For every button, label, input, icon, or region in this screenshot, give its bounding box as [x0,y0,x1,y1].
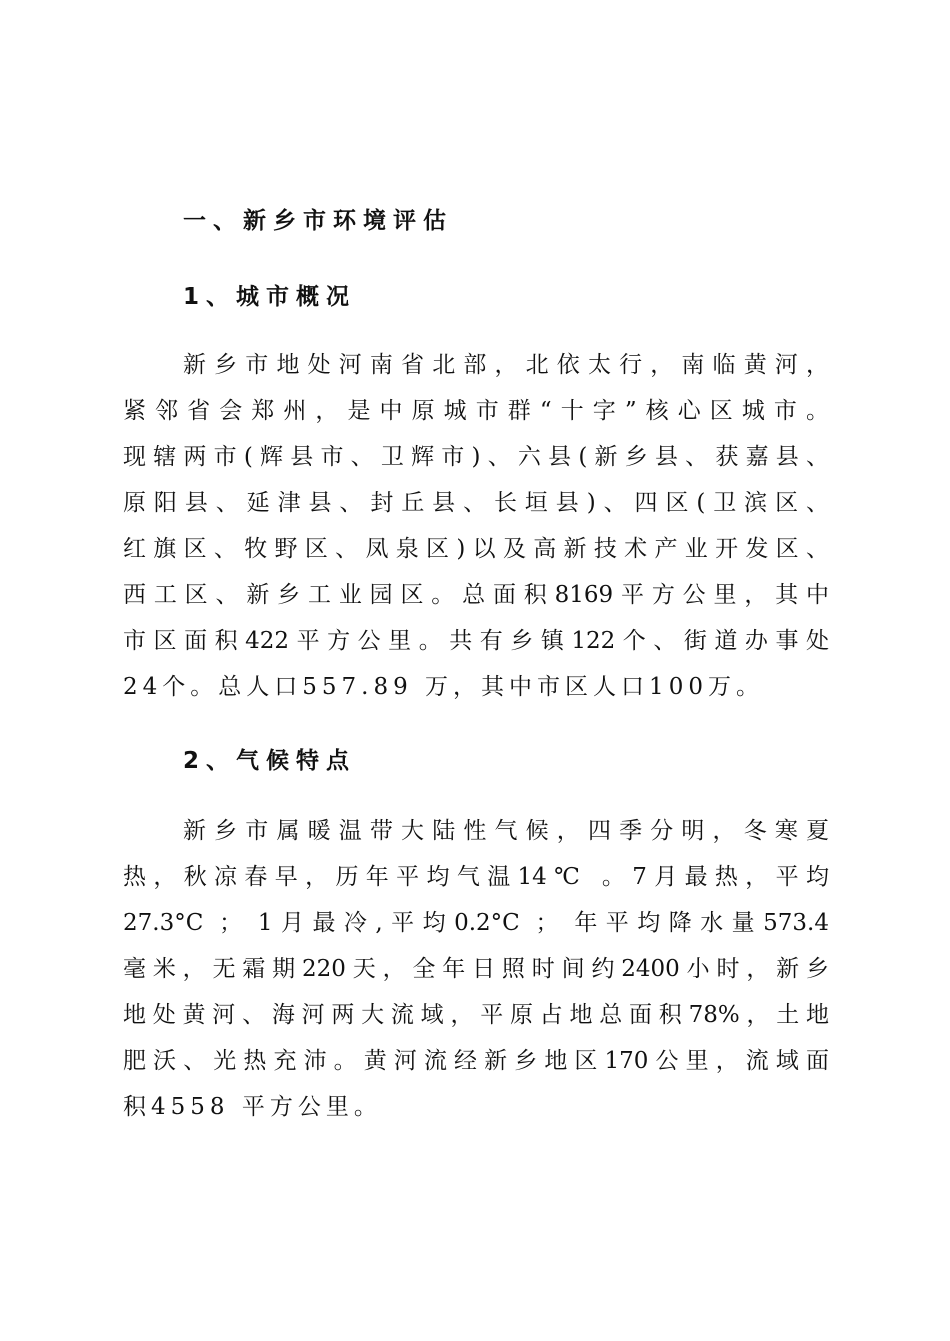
paragraph-line: 紧邻省会郑州，是中原城市群“十字”核心区城市。 [123,398,829,424]
paragraph-climate [123,808,829,1130]
paragraph-line: 地处黄河、海河两大流域，平原占地总面积78%，土地 [123,1002,829,1028]
paragraph-line: 积4558 平方公里。 [123,1094,382,1120]
paragraph-city-overview [123,342,829,710]
paragraph-line: 现辖两市(辉县市、卫辉市)、六县(新乡县、获嘉县、 [123,444,829,470]
section-title-climate: 2、气候特点 [183,748,357,774]
paragraph-line: 西工区、新乡工业园区。总面积8169平方公里，其中 [123,582,829,608]
paragraph-line: 24个。总人口557.89 万，其中市区人口100万。 [123,674,764,700]
paragraph-line: 新乡市地处河南省北部，北依太行，南临黄河， [183,352,829,378]
paragraph-line: 热，秋凉春早，历年平均气温14℃ 。7月最热，平均 [123,864,829,890]
section-title-city-overview: 1、城市概况 [183,284,357,310]
paragraph-line: 原阳县、延津县、封丘县、长垣县)、四区(卫滨区、 [123,490,829,516]
paragraph-line: 肥沃、光热充沛。黄河流经新乡地区170公里，流域面 [123,1048,829,1074]
paragraph-line: 毫米，无霜期220天，全年日照时间约2400小时，新乡 [123,956,829,982]
paragraph-line: 红旗区、牧野区、凤泉区)以及高新技术产业开发区、 [123,536,829,562]
paragraph-line: 市区面积422平方公里。共有乡镇122个、街道办事处 [123,628,829,654]
paragraph-line: 27.3°C ； 1月最冷,平均0.2°C ； 年平均降水量573.4 [123,910,829,936]
section-title-main: 一、新乡市环境评估 [183,208,453,234]
paragraph-line: 新乡市属暖温带大陆性气候，四季分明，冬寒夏 [183,818,829,844]
